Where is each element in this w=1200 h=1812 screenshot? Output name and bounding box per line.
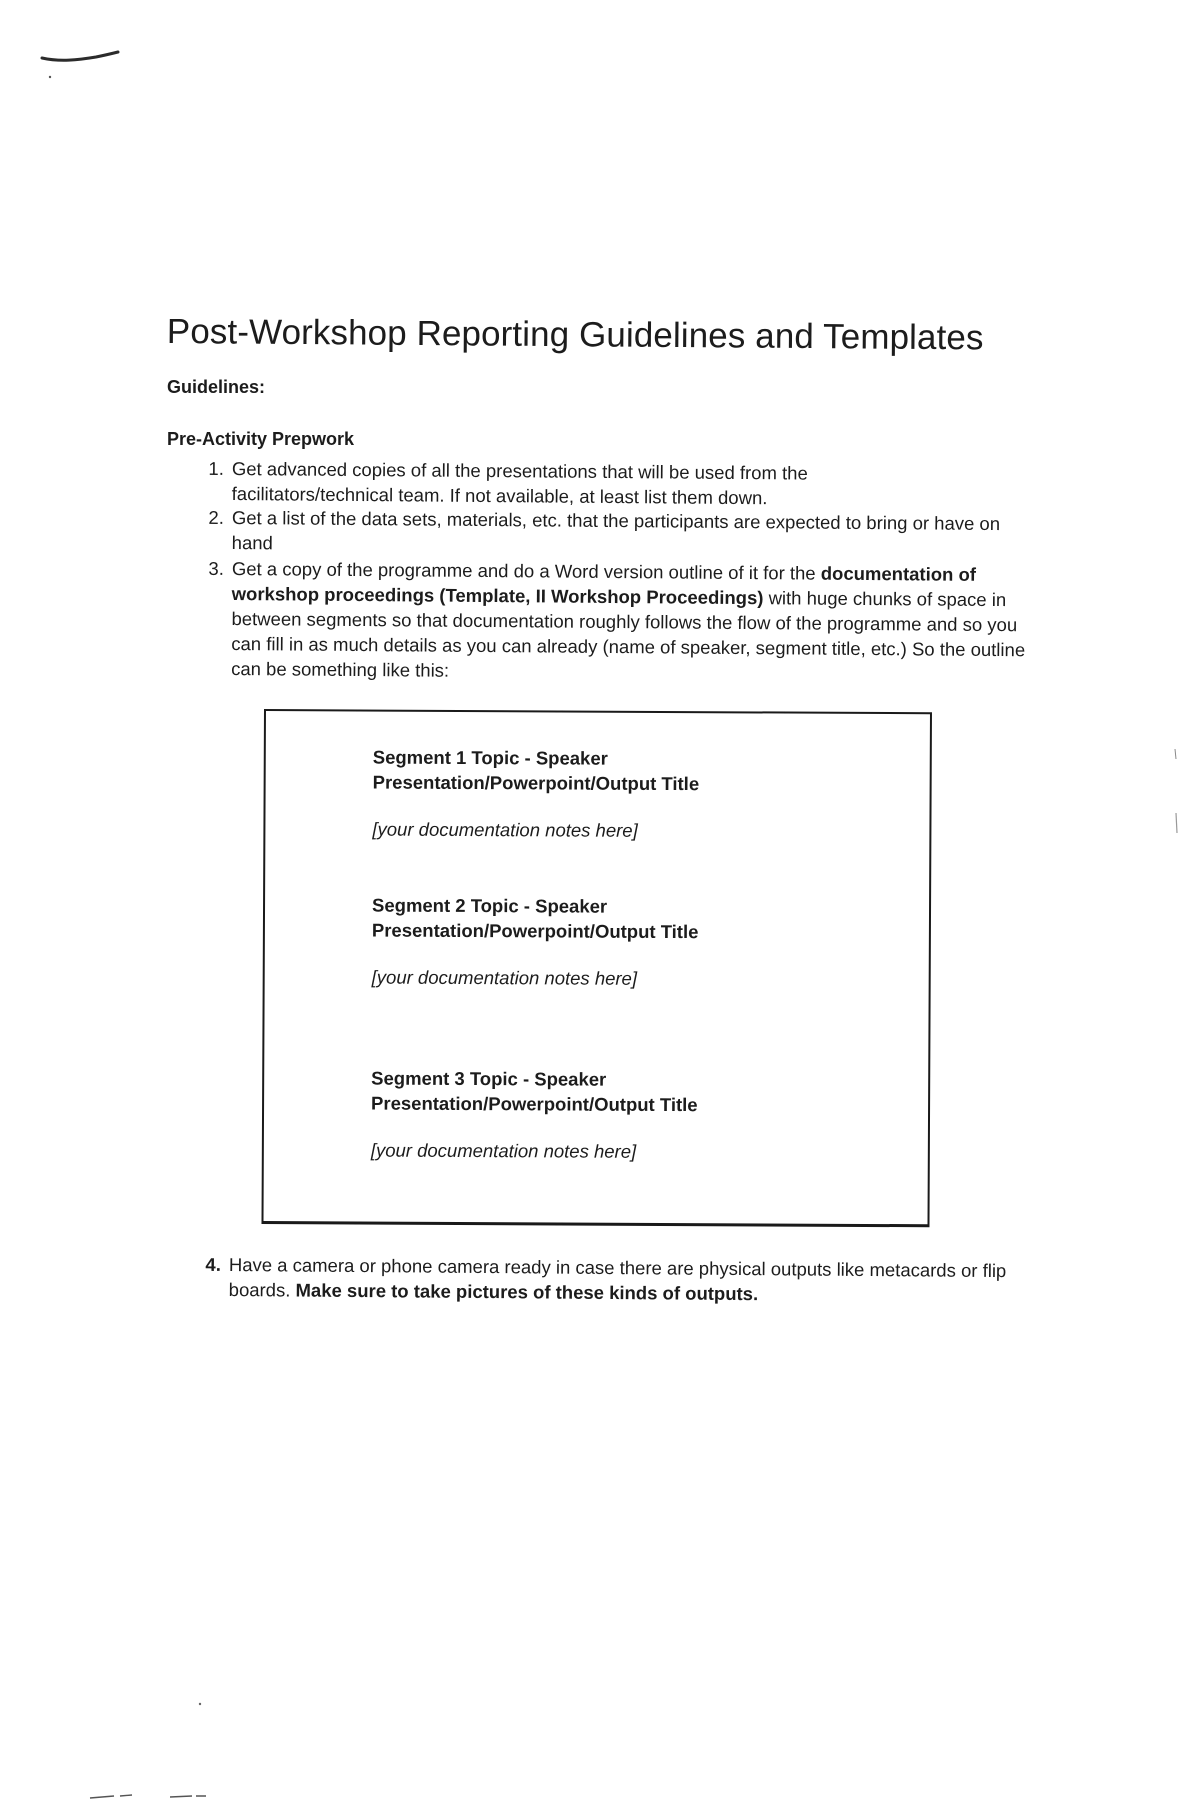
step-3 (208, 556, 1032, 687)
page-title: Post-Workshop Reporting Guidelines and Templates (166, 312, 984, 358)
segment-2-notes: [your documentation notes here] (371, 966, 638, 989)
step-1 (208, 456, 922, 511)
segment-1-title: Segment 1 Topic - Speaker (372, 746, 608, 769)
segment-3-subtitle: Presentation/Powerpoint/Output Title (371, 1092, 698, 1116)
step-2-number: 2. (208, 506, 224, 528)
segment-2-subtitle: Presentation/Powerpoint/Output Title (371, 919, 699, 943)
step-1-text: Get advanced copies of all the presentations that will be used from the facilitators/technical team. If not available, at least list them down. (231, 457, 808, 509)
guidelines-heading: Guidelines: (167, 377, 266, 397)
step-3-text (231, 556, 1032, 687)
step-2 (208, 505, 1022, 561)
segment-1-notes: [your documentation notes here] (372, 818, 638, 841)
step-4-emphasis: Make sure to take pictures of these kinds of outputs. (295, 1279, 759, 1305)
scan-pen-mark (38, 44, 128, 84)
outline-segment-3 (371, 1066, 891, 1166)
step-4 (205, 1252, 1039, 1308)
step-2-text: Get a list of the data sets, materials, etc. that the participants are expected to bring or have on hand (231, 506, 1001, 554)
outline-segment-1 (372, 745, 892, 845)
pre-activity-heading: Pre-Activity Prepwork (167, 429, 355, 449)
segment-1-subtitle: Presentation/Powerpoint/Output Title (372, 771, 700, 795)
segment-3-notes: [your documentation notes here] (370, 1139, 637, 1162)
scan-edge-mark (1167, 745, 1183, 835)
scan-corner-marks (80, 1696, 240, 1806)
step-3-template-reference: documentation of workshop proceedings (Template, II Workshop Proceedings) (231, 562, 977, 609)
step-3-number: 3. (208, 557, 224, 579)
outline-segment-2 (372, 893, 892, 993)
step-1-number: 1. (208, 457, 224, 479)
segment-2-title: Segment 2 Topic - Speaker (371, 894, 608, 917)
outline-template-box (261, 709, 932, 1227)
step-4-text-start: Have a camera or phone camera ready in case there are physical outputs like metacards or flip boards. (228, 1253, 1007, 1301)
step-3-text-start: Get a copy of the programme and do a Word version outline of it for the (231, 557, 816, 584)
step-4-number: 4. (205, 1253, 221, 1275)
step-4-text (229, 1252, 1039, 1308)
segment-3-title: Segment 3 Topic - Speaker (371, 1067, 607, 1090)
step-3-text-end: with huge chunks of space in between segments so that documentation roughly follows the flow of the programme and so you can fill in as much details as you can already (name of speaker, segment title, etc.) So the outline can be something like this: (231, 587, 1026, 681)
